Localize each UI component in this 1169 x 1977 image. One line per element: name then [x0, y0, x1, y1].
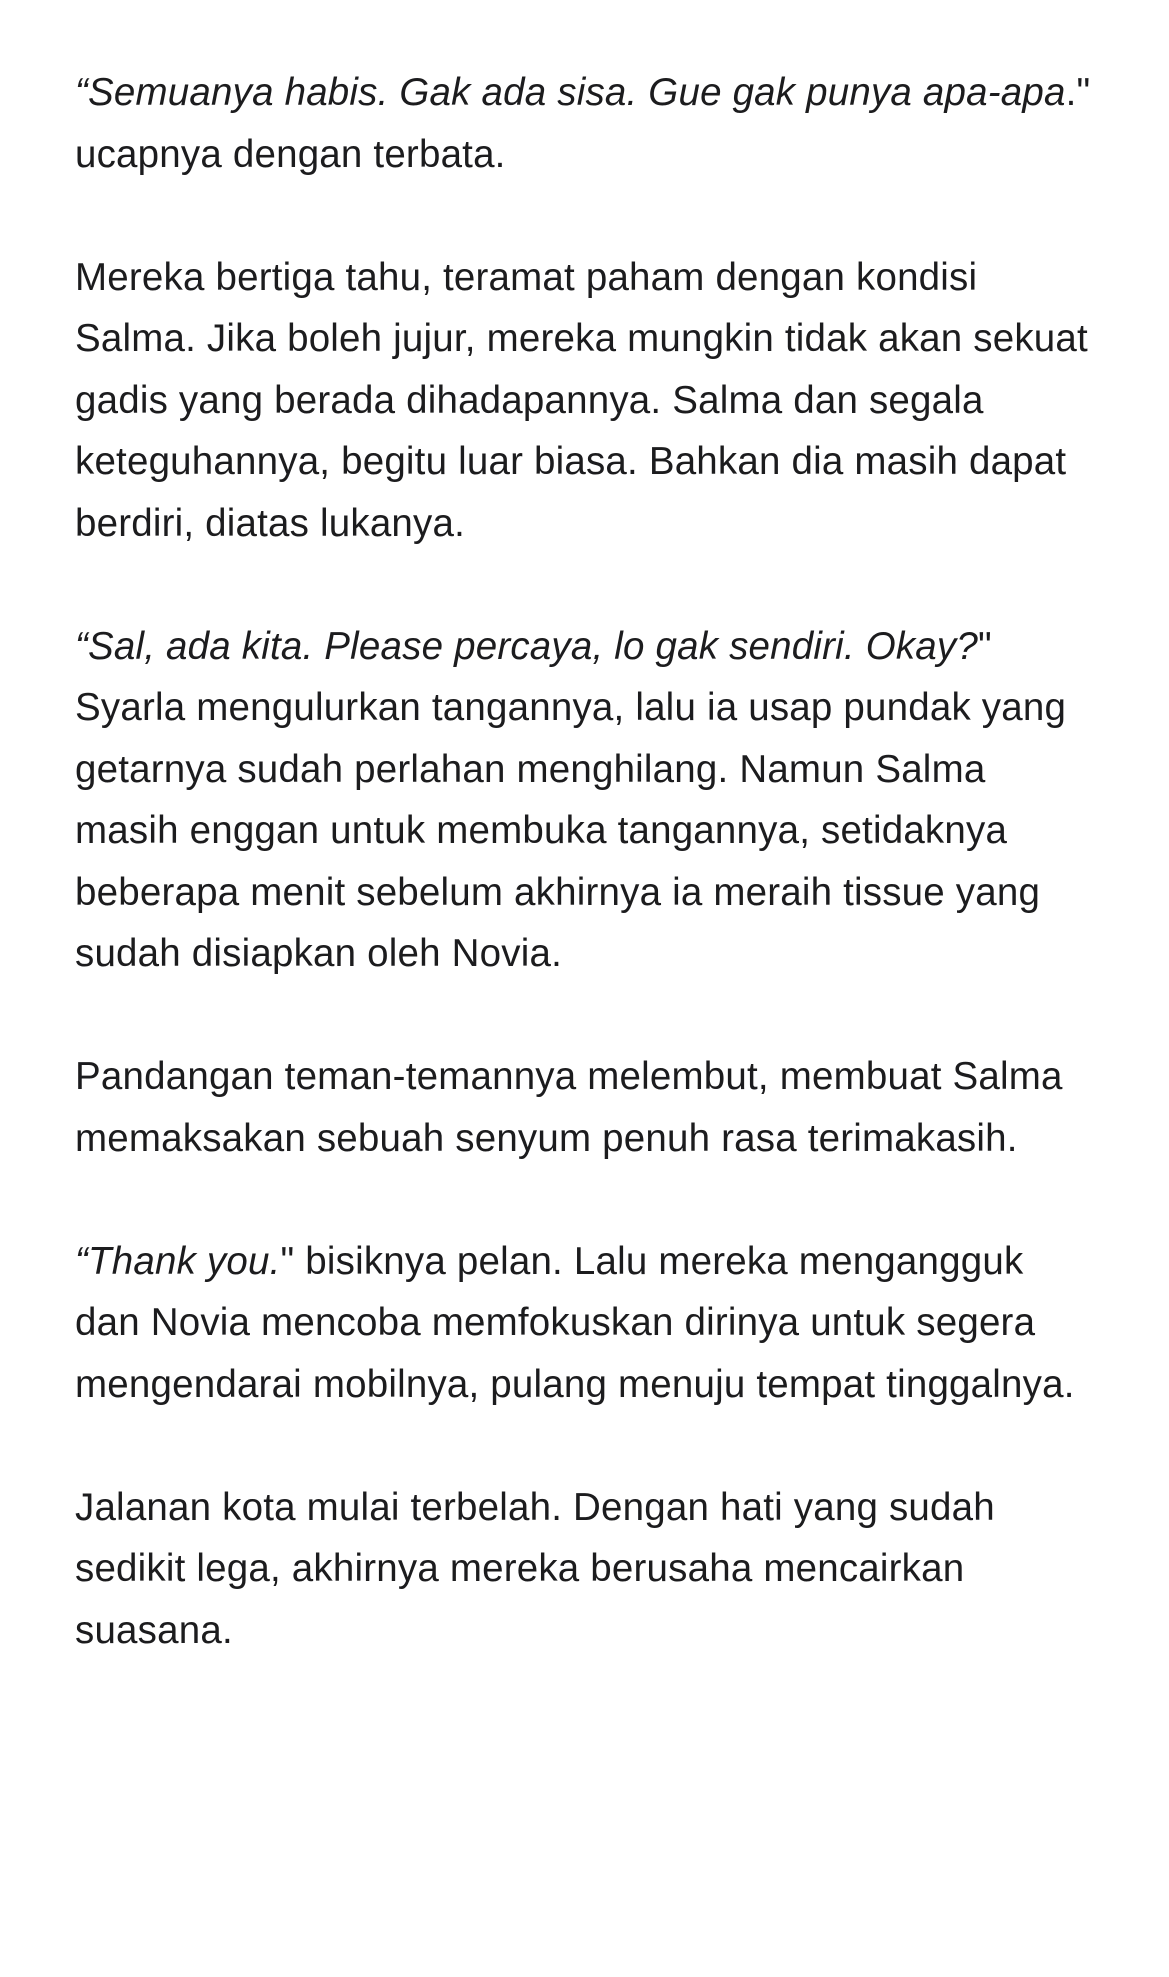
paragraph-6: [75, 1477, 1095, 1662]
narration-text: " bisiknya pelan. Lalu mereka mengangguk dan Novia mencoba memfokuskan dirinya untuk segera mengendarai mobilnya, pulang menuju tempat tinggalnya.: [75, 1239, 1075, 1406]
story-text: [75, 62, 1095, 1661]
narration-text: Pandangan teman-temannya melembut, membuat Salma memaksakan sebuah senyum penuh rasa terimakasih.: [75, 1055, 1063, 1160]
narration-text: ." ucapnya dengan terbata.: [75, 71, 1091, 176]
paragraph-5: [75, 1231, 1095, 1416]
dialogue-italic: “Thank you.: [75, 1239, 281, 1283]
dialogue-italic: “Sal, ada kita. Please percaya, lo gak sendiri. Okay?: [75, 624, 978, 668]
paragraph-3: [75, 616, 1095, 985]
paragraph-1: [75, 62, 1095, 185]
narration-text: " Syarla mengulurkan tangannya, lalu ia usap pundak yang getarnya sudah perlahan menghilang. Namun Salma masih enggan untuk membuka tangannya, setidaknya beberapa menit sebelum akhirnya ia meraih tissue yang sudah disiapkan oleh Novia.: [75, 624, 1067, 975]
paragraph-4: [75, 1046, 1095, 1169]
paragraph-2: [75, 247, 1095, 555]
dialogue-italic: “Semuanya habis. Gak ada sisa. Gue gak punya apa-apa: [75, 71, 1066, 114]
narration-text: Mereka bertiga tahu, teramat paham dengan kondisi Salma. Jika boleh jujur, mereka mungkin tidak akan sekuat gadis yang berada dihadapannya. Salma dan segala keteguhannya, begitu luar biasa. Bahkan dia masih dapat berdiri, diatas lukanya.: [75, 255, 1088, 545]
narration-text: Jalanan kota mulai terbelah. Dengan hati yang sudah sedikit lega, akhirnya mereka berusaha mencairkan suasana.: [75, 1485, 995, 1652]
